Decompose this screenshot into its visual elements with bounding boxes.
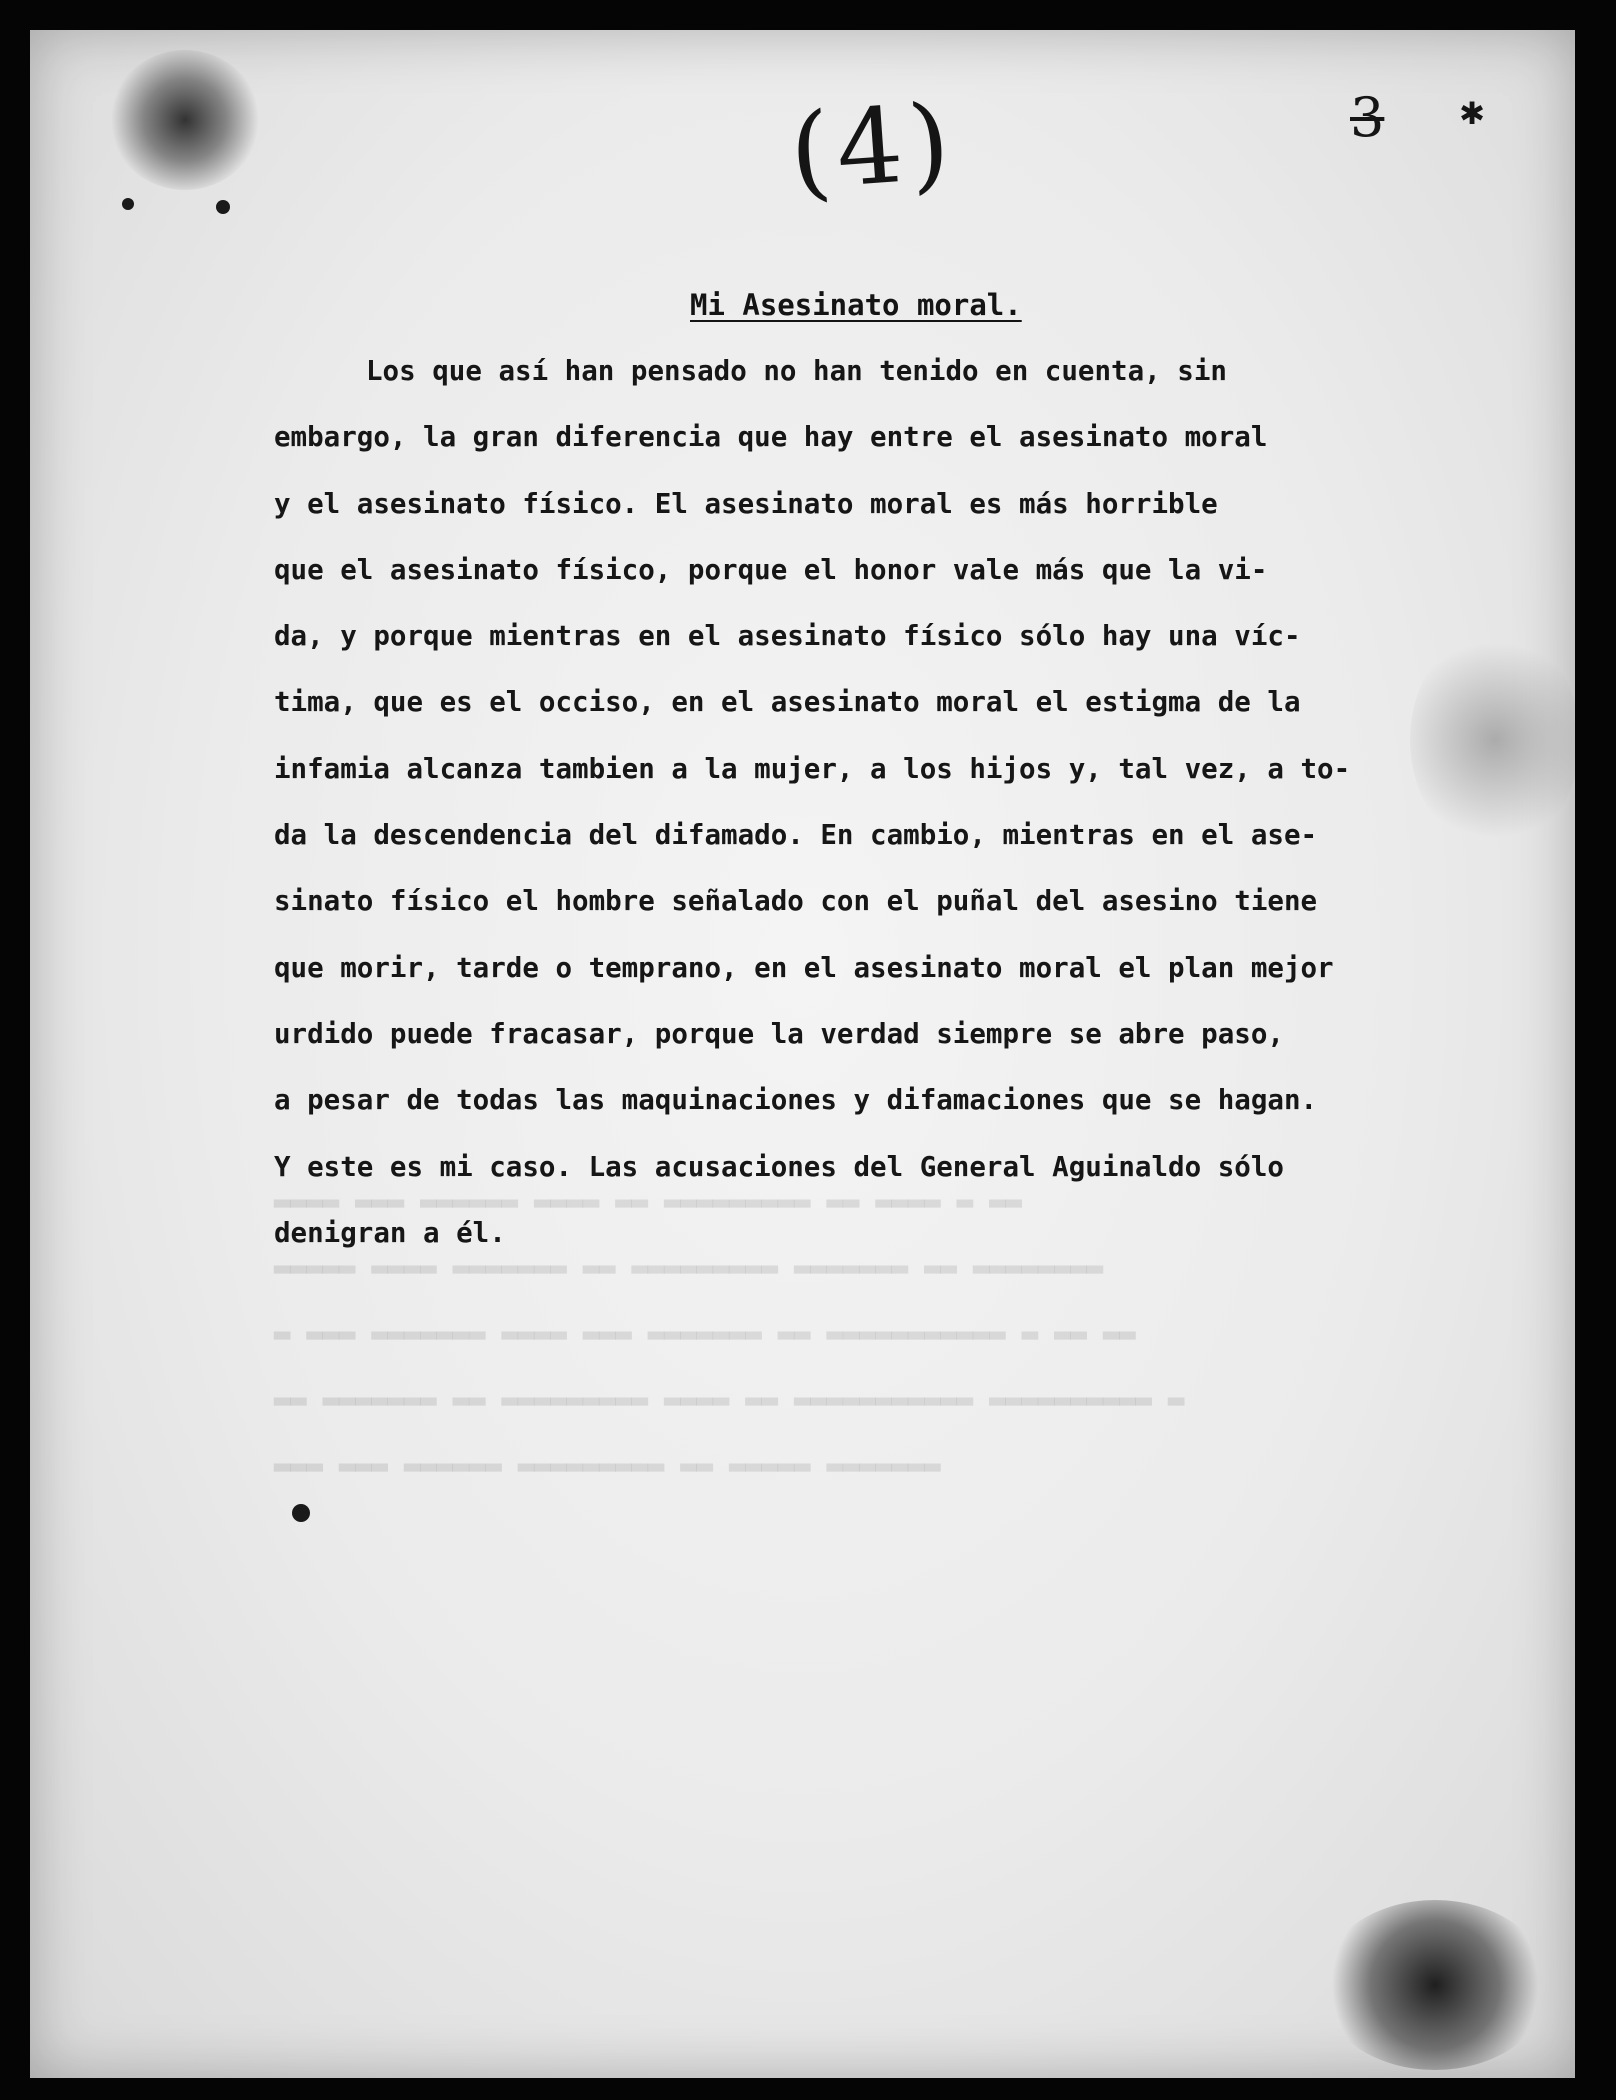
text-line: embargo, la gran diferencia que hay entre el asesinato moral	[274, 421, 1268, 454]
text-line: y el asesinato físico. El asesinato moral es más horrible	[274, 487, 1218, 520]
asterisk-mark-icon: ✱	[1460, 88, 1485, 134]
text-line: urdido puede fracasar, porque la verdad siempre se abre paso,	[274, 1017, 1284, 1050]
text-line: que el asesinato físico, porque el honor vale más que la vi-	[274, 553, 1268, 586]
text-line: tima, que es el occiso, en el asesinato moral el estigma de la	[274, 686, 1301, 719]
text-line: da la descendencia del difamado. En cambio, mientras en el ase-	[274, 819, 1318, 852]
text-line: Los que así han pensado no han tenido en cuenta, sin	[366, 355, 1227, 387]
text-line: Y este es mi caso. Las acusaciones del General Aguinaldo sólo	[274, 1150, 1284, 1183]
text-line: sinato físico el hombre señalado con el puñal del asesino tiene	[274, 885, 1318, 918]
punch-dot	[122, 198, 134, 210]
ink-stain-top-left	[110, 50, 260, 190]
document-page	[30, 30, 1575, 2078]
text-line: que morir, tarde o temprano, en el asesinato moral el plan mejor	[274, 951, 1334, 984]
body-text	[274, 338, 1534, 1266]
text-line: denigran a él.	[274, 1216, 506, 1249]
struck-page-number: 3	[1350, 86, 1385, 149]
bleed-through-text: ▂▂▂▂ ▂▂▂ ▂▂▂▂▂▂ ▂▂▂▂ ▂▂ ▂▂▂▂▂▂▂▂▂ ▂▂ ▂▂▂▂ ▂ ▂▂ ▂▂▂▂▂ ▂▂▂▂ ▂▂▂▂▂▂▂ ▂▂ ▂▂▂▂▂▂▂▂▂ ▂▂▂▂▂▂▂ ▂▂ ▂▂▂▂▂▂▂▂ ▂ ▂▂▂ ▂▂▂▂▂▂▂ ▂▂▂▂ ▂▂▂ ▂▂▂▂▂▂▂ ▂▂ ▂▂▂▂▂▂▂▂▂▂▂ ▂ ▂▂ ▂▂ ▂▂ ▂▂▂▂▂▂▂ ▂▂ ▂▂▂▂▂▂▂▂▂ ▂▂▂▂ ▂▂ ▂▂▂▂▂▂▂▂▂▂▂ ▂▂▂▂▂▂▂▂▂▂ ▂ ▂▂▂ ▂▂▂ ▂▂▂▂▂▂ ▂▂▂▂▂▂▂▂▂ ▂▂ ▂▂▂▂▂ ▂▂▂▂▂▂▂	[274, 1177, 1185, 1472]
text-line: a pesar de todas las maquinaciones y difamaciones que se hagan.	[274, 1084, 1318, 1117]
punch-dot	[216, 200, 230, 214]
text-line: infamia alcanza tambien a la mujer, a los hijos y, tal vez, a to-	[274, 752, 1351, 785]
text-line: da, y porque mientras en el asesinato físico sólo hay una víc-	[274, 620, 1301, 653]
handwritten-page-number: (4)	[785, 80, 960, 214]
punch-dot	[292, 1504, 310, 1522]
ink-stain-bottom-right	[1320, 1900, 1550, 2070]
document-title: Mi Asesinato moral.	[690, 288, 1022, 322]
